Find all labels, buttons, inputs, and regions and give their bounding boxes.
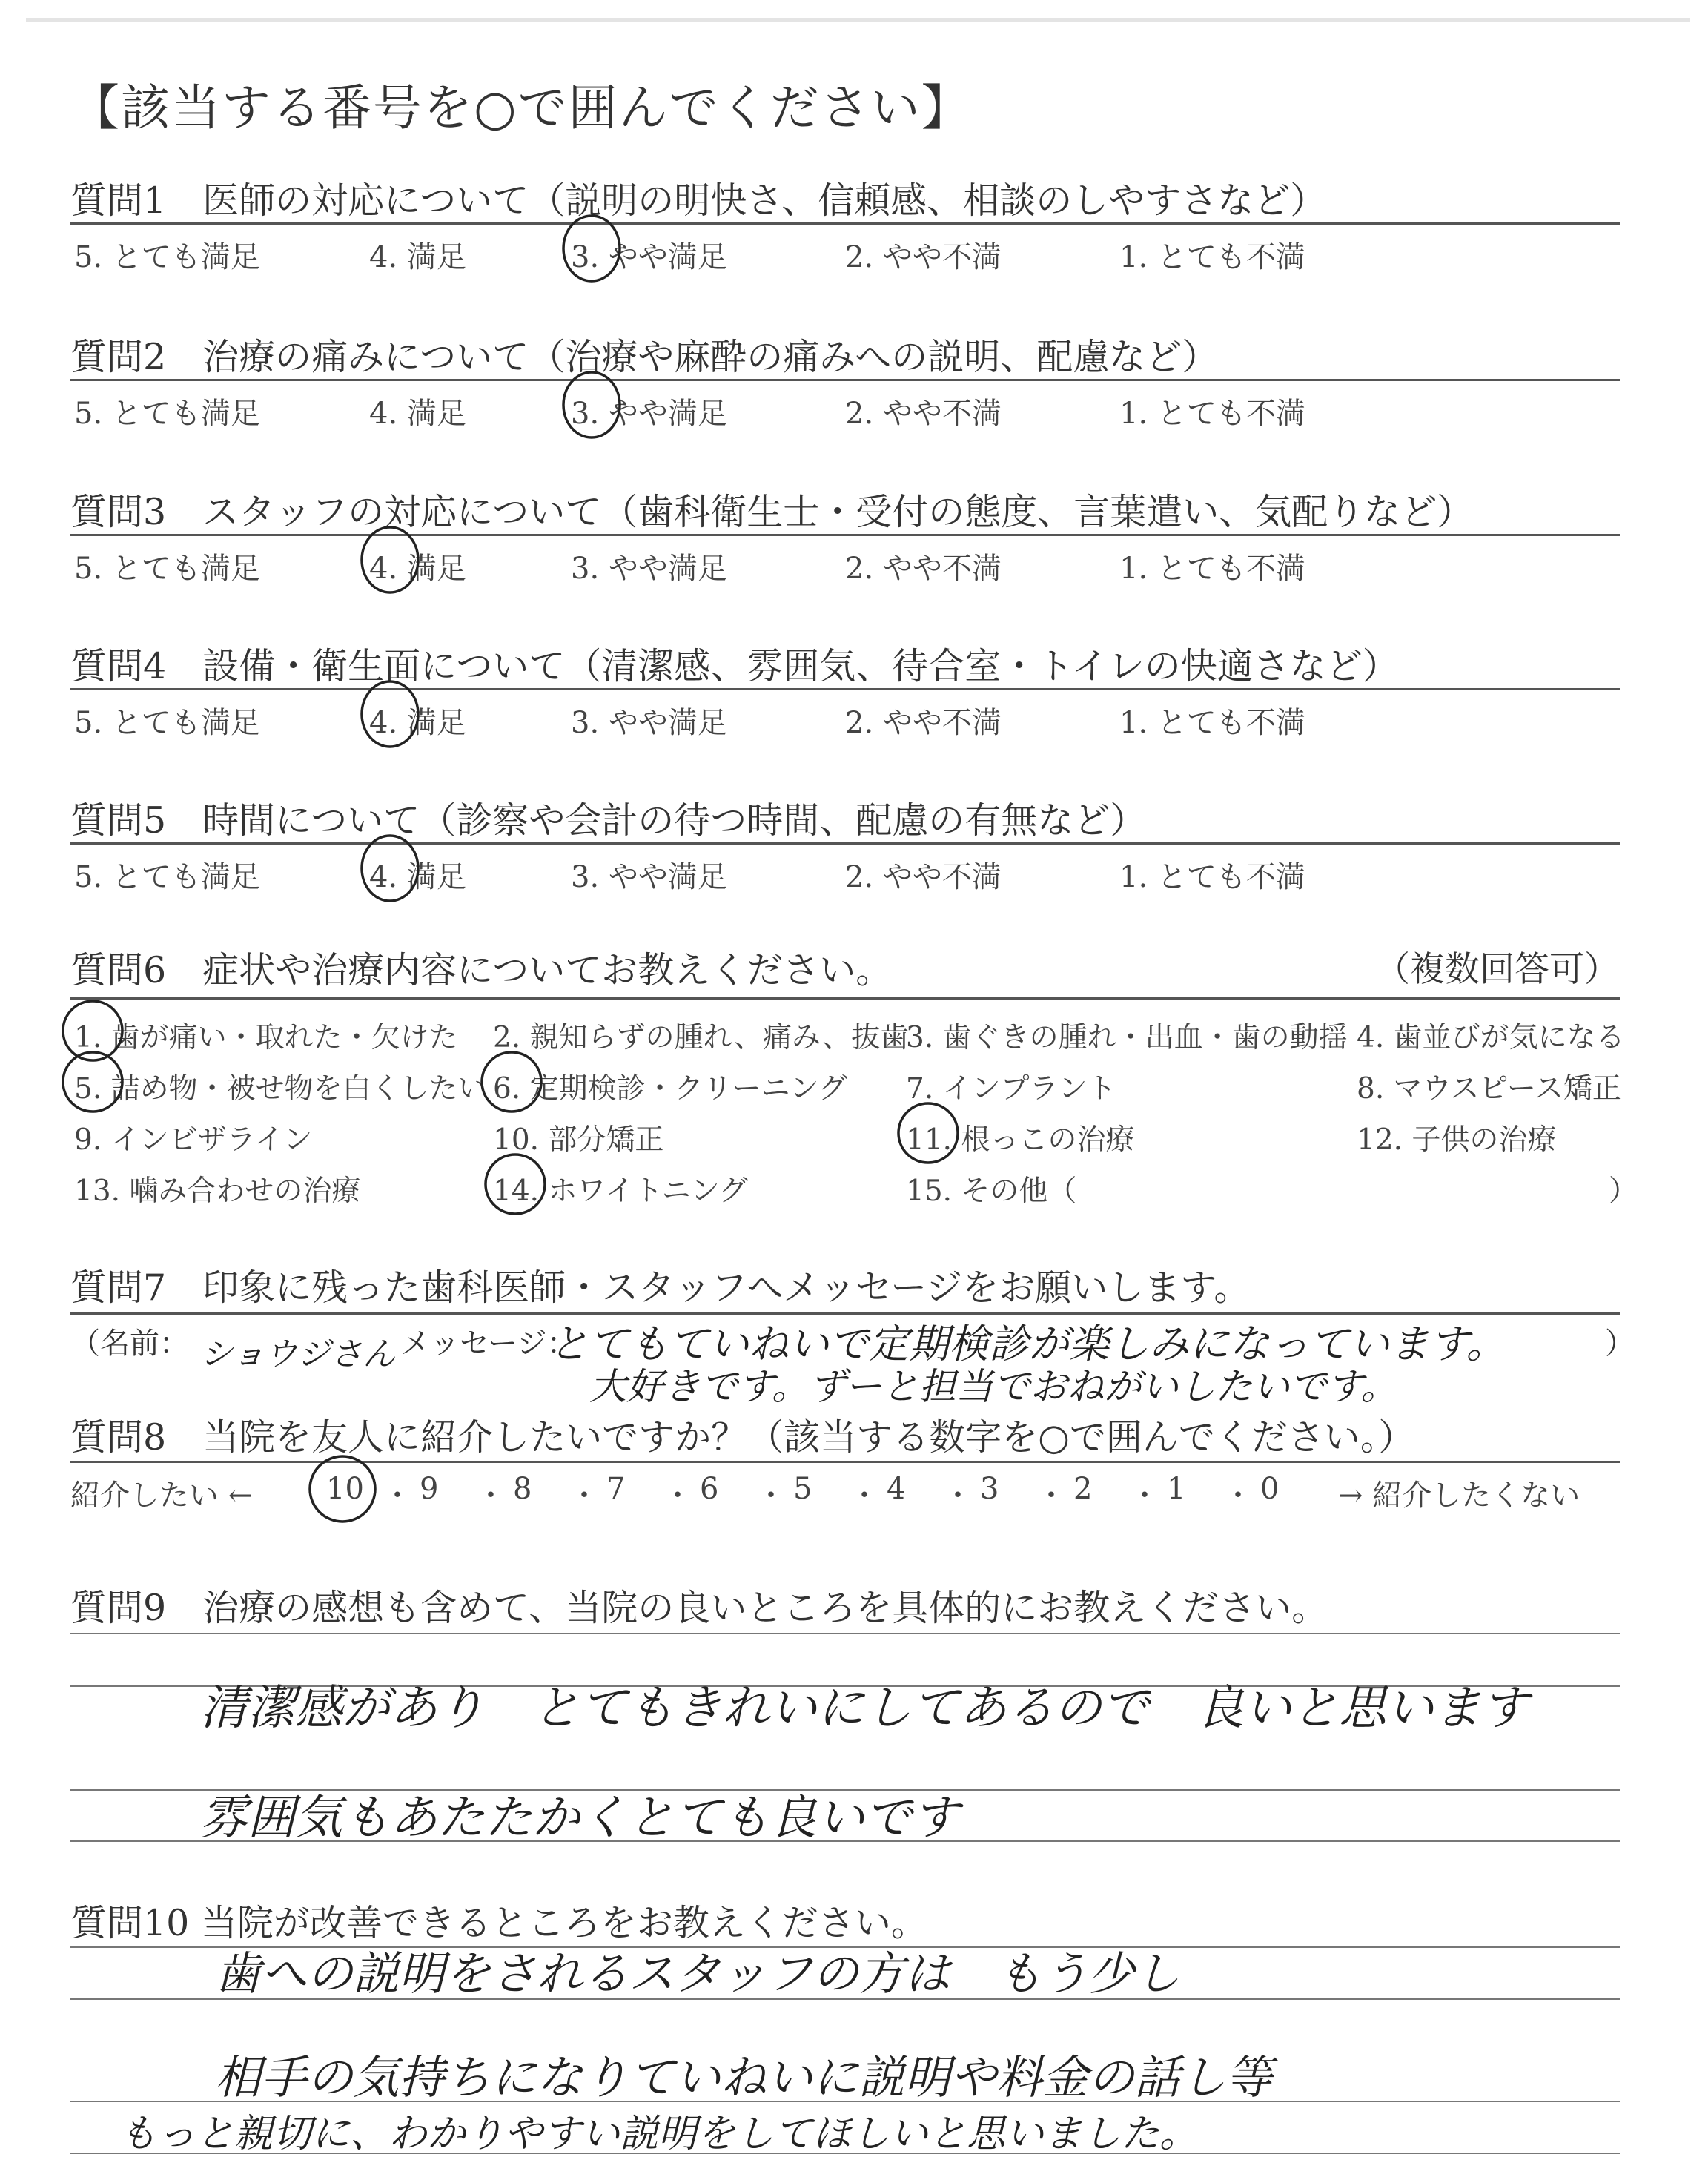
q8-number-2[interactable]: 2 xyxy=(1073,1472,1093,1506)
q8-number-3[interactable]: 3 xyxy=(980,1472,999,1506)
q9-answer-line-2[interactable]: 雰囲気もあたたかくとても良いです xyxy=(200,1791,959,1846)
q2-option-5[interactable]: 5. とても満足 xyxy=(74,397,260,431)
q4-option-5[interactable]: 5. とても満足 xyxy=(74,706,260,740)
q7-name-label: （名前： xyxy=(70,1327,189,1361)
q2-option-3[interactable]: 3. やや満足 xyxy=(571,397,727,431)
q8-left-label: 紹介したい ← xyxy=(70,1479,254,1513)
q6-option-1[interactable]: 1. 歯が痛い・取れた・欠けた xyxy=(74,1021,458,1054)
q4-option-3[interactable]: 3. やや満足 xyxy=(571,706,727,740)
q8-number-5[interactable]: 5 xyxy=(793,1472,812,1506)
q7-message-line-2[interactable]: 大好きです。ずーと担当でおねがいしたいです。 xyxy=(589,1365,1398,1408)
q6-option-2[interactable]: 2. 親知らずの腫れ、痛み、抜歯 xyxy=(493,1021,910,1054)
q6-note: （複数回答可） xyxy=(1375,949,1619,990)
q8-number-0[interactable]: 0 xyxy=(1260,1472,1280,1506)
q9-answer-line-1[interactable]: 清潔感があり とてもきれいにしてあるので 良いと思います xyxy=(200,1681,1529,1736)
q10-answer-line-2[interactable]: 相手の気持ちになりていねいに説明や料金の話し等 xyxy=(215,2050,1273,2104)
q3-options xyxy=(74,545,1623,587)
q4-option-4[interactable]: 4. 満足 xyxy=(369,706,466,740)
q6-option-3[interactable]: 3. 歯ぐきの腫れ・出血・歯の動揺 xyxy=(906,1021,1348,1054)
q1-rule xyxy=(70,222,1620,225)
q8-separator: ・ xyxy=(850,1479,879,1513)
q3-rule xyxy=(70,534,1620,536)
q8-separator: ・ xyxy=(1130,1479,1159,1513)
q3-option-4[interactable]: 4. 満足 xyxy=(369,552,466,586)
q4-option-2[interactable]: 2. やや不満 xyxy=(845,706,1002,740)
q1-option-1[interactable]: 1. とても不満 xyxy=(1119,240,1305,274)
q8-number-7[interactable]: 7 xyxy=(606,1472,626,1506)
q8-separator: ・ xyxy=(943,1479,973,1513)
q8-right-label: → 紹介したくない xyxy=(1338,1479,1580,1513)
q3-option-3[interactable]: 3. やや満足 xyxy=(571,552,727,586)
q8-separator: ・ xyxy=(1036,1479,1066,1513)
q8-number-4[interactable]: 4 xyxy=(887,1472,906,1506)
q6-option-5[interactable]: 5. 詰め物・被せ物を白くしたい xyxy=(74,1072,487,1106)
q8-title: 質問8 当院を友人に紹介したいですか？（該当する数字を○で囲んでください。） xyxy=(70,1416,1415,1459)
q1-options xyxy=(74,234,1623,275)
q10-title: 質問10 当院が改善できるところをお教えください。 xyxy=(70,1902,927,1944)
q4-rule xyxy=(70,688,1620,690)
q4-title: 質問4 設備・衛生面について（清潔感、雰囲気、待合室・トイレの快適さなど） xyxy=(70,645,1399,687)
q6-option-6[interactable]: 6. 定期検診・クリーニング xyxy=(493,1072,847,1106)
q8-separator: ・ xyxy=(476,1479,506,1513)
q1-option-2[interactable]: 2. やや不満 xyxy=(845,240,1002,274)
q2-options xyxy=(74,390,1623,432)
q6-option-8[interactable]: 8. マウスピース矯正 xyxy=(1357,1072,1621,1106)
q2-option-4[interactable]: 4. 満足 xyxy=(369,397,466,431)
q6-rule xyxy=(70,997,1620,1000)
q5-option-2[interactable]: 2. やや不満 xyxy=(845,860,1002,894)
q7-message-line-1[interactable]: とてもていねいで定期検診が楽しみになっています。 xyxy=(549,1321,1506,1367)
q1-title: 質問1 医師の対応について（説明の明快さ、信頼感、相談のしやすさなど） xyxy=(70,179,1327,222)
q9-title: 質問9 治療の感想も含めて、当院の良いところを具体的にお教えください。 xyxy=(70,1587,1328,1629)
q9-rule-1 xyxy=(70,1633,1620,1634)
q8-separator: ・ xyxy=(663,1479,692,1513)
q4-options xyxy=(74,699,1623,741)
q7-name-value[interactable]: ショウジさん xyxy=(200,1335,396,1373)
q8-separator: ・ xyxy=(756,1479,786,1513)
q8-rule xyxy=(70,1461,1620,1463)
q6-option-15-close: ） xyxy=(1609,1175,1638,1208)
q5-options xyxy=(74,853,1623,895)
q1-option-3[interactable]: 3. やや満足 xyxy=(571,240,727,274)
q6-option-4[interactable]: 4. 歯並びが気になる xyxy=(1357,1021,1625,1054)
q5-option-4[interactable]: 4. 満足 xyxy=(369,860,466,894)
q6-option-11[interactable]: 11. 根っこの治療 xyxy=(906,1123,1135,1157)
q3-option-1[interactable]: 1. とても不満 xyxy=(1119,552,1305,586)
q5-option-5[interactable]: 5. とても満足 xyxy=(74,860,260,894)
q5-option-1[interactable]: 1. とても不満 xyxy=(1119,860,1305,894)
top-border xyxy=(26,18,1690,22)
page-heading: 【該当する番号を○で囲んでください】 xyxy=(70,79,972,136)
q6-title: 質問6 症状や治療内容についてお教えください。 xyxy=(70,949,893,991)
q8-number-10[interactable]: 10 xyxy=(326,1472,364,1506)
q1-option-4[interactable]: 4. 満足 xyxy=(369,240,466,274)
q6-option-7[interactable]: 7. インプラント xyxy=(906,1072,1116,1106)
q6-option-12[interactable]: 12. 子供の治療 xyxy=(1357,1123,1557,1157)
q5-rule xyxy=(70,842,1620,845)
q6-option-10[interactable]: 10. 部分矯正 xyxy=(493,1123,664,1157)
q7-message-label: メッセージ： xyxy=(400,1327,577,1361)
q3-option-2[interactable]: 2. やや不満 xyxy=(845,552,1002,586)
q7-title: 質問7 印象に残った歯科医師・スタッフへメッセージをお願いします。 xyxy=(70,1266,1251,1309)
q6-option-9[interactable]: 9. インビザライン xyxy=(74,1123,313,1157)
q4-option-1[interactable]: 1. とても不満 xyxy=(1119,706,1305,740)
q6-option-14[interactable]: 14. ホワイトニング xyxy=(493,1175,748,1208)
q7-close-paren: ） xyxy=(1605,1327,1635,1361)
q8-number-9[interactable]: 9 xyxy=(420,1472,439,1506)
q10-answer-line-3[interactable]: もっと親切に、わかりやすい説明をしてほしいと思いました。 xyxy=(119,2112,1199,2156)
q8-number-1[interactable]: 1 xyxy=(1167,1472,1186,1506)
q8-separator: ・ xyxy=(569,1479,599,1513)
q2-rule xyxy=(70,379,1620,381)
q1-option-5[interactable]: 5. とても満足 xyxy=(74,240,260,274)
q2-option-1[interactable]: 1. とても不満 xyxy=(1119,397,1305,431)
q8-number-8[interactable]: 8 xyxy=(513,1472,532,1506)
q8-separator: ・ xyxy=(383,1479,412,1513)
q5-option-3[interactable]: 3. やや満足 xyxy=(571,860,727,894)
q2-title: 質問2 治療の痛みについて（治療や麻酔の痛みへの説明、配慮など） xyxy=(70,336,1219,378)
q2-option-2[interactable]: 2. やや不満 xyxy=(845,397,1002,431)
q3-option-5[interactable]: 5. とても満足 xyxy=(74,552,260,586)
q8-separator: ・ xyxy=(1223,1479,1253,1513)
q5-title: 質問5 時間について（診察や会計の待つ時間、配慮の有無など） xyxy=(70,799,1147,842)
q3-title: 質問3 スタッフの対応について（歯科衛生士・受付の態度、言葉遣い、気配りなど） xyxy=(70,491,1474,533)
q6-option-15[interactable]: 15. その他（ xyxy=(906,1175,1077,1208)
q8-number-6[interactable]: 6 xyxy=(700,1472,719,1506)
q6-option-13[interactable]: 13. 噛み合わせの治療 xyxy=(74,1175,361,1208)
q10-answer-line-1[interactable]: 歯への説明をされるスタッフの方は もう少し xyxy=(215,1946,1181,2001)
